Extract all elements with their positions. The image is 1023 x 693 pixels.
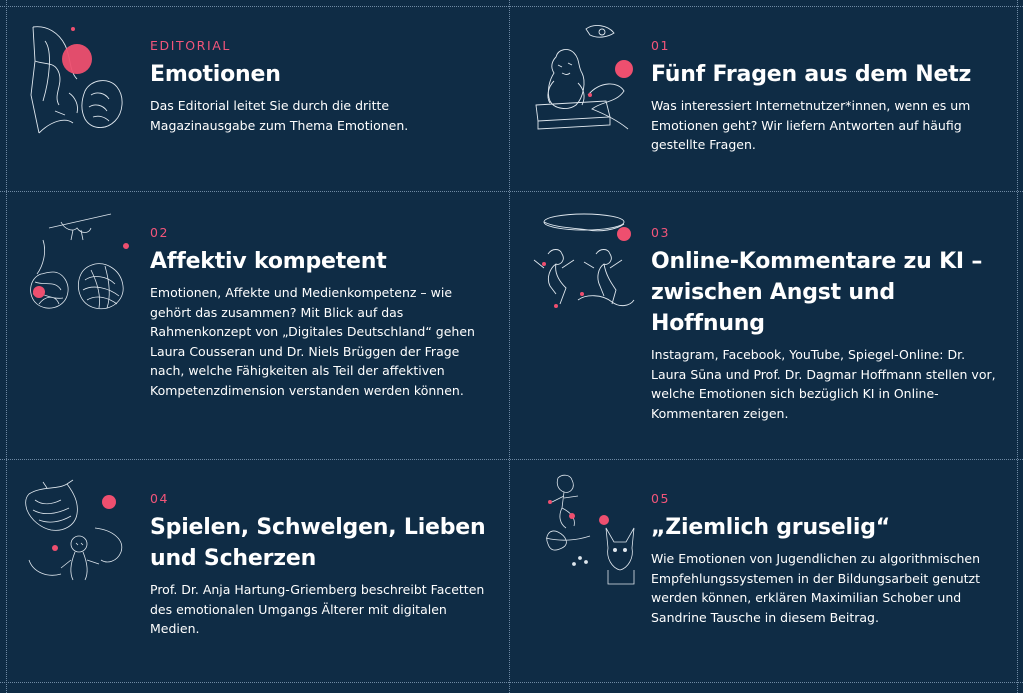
article-title[interactable]: „Ziemlich gruselig“ bbox=[651, 515, 891, 540]
tangled-spheres-icon bbox=[21, 204, 136, 314]
dancing-figures-icon bbox=[526, 208, 641, 318]
article-label: 04 bbox=[150, 491, 170, 506]
article-card-05[interactable] bbox=[510, 460, 1017, 682]
article-title[interactable]: Online-Kommentare zu KI – zwischen Angst und Hoffnung bbox=[651, 249, 983, 336]
article-description: Das Editorial leitet Sie durch die dritte Magazinausgabe zum Thema Emotionen. bbox=[150, 98, 409, 133]
fox-and-jester-icon bbox=[542, 472, 642, 592]
article-description: Emotionen, Affekte und Medienkompetenz – wie gehört das zusammen? Mit Blick auf das Rahmenkonzept von „Digitales Deutschland“ gehen Laura Cousseran und Dr. Niels Brüggen der Frage nach, welche Fähigkeiten als Teil der affektiven Kompetenzdimension verstanden werden können. bbox=[150, 285, 475, 398]
article-description: Prof. Dr. Anja Hartung-Griemberg beschreibt Facetten des emotionalen Umgangs Älterer mit digitalen Medien. bbox=[150, 582, 485, 636]
article-card-editorial[interactable] bbox=[7, 7, 509, 191]
article-label: 03 bbox=[651, 225, 671, 240]
article-title[interactable]: Spielen, Schwelgen, Lieben und Scherzen bbox=[150, 515, 486, 571]
article-description: Wie Emotionen von Jugendlichen zu algorithmischen Empfehlungssystemen in der Bildungsarbeit genutzt werden können, erklären Maximilian Schober und Sandrine Tausche in diesem Beitrag. bbox=[651, 551, 981, 625]
article-label: 01 bbox=[651, 38, 671, 53]
article-label: 05 bbox=[651, 491, 671, 506]
article-card-03[interactable] bbox=[510, 192, 1017, 459]
grid-divider bbox=[0, 682, 1023, 683]
article-card-01[interactable] bbox=[510, 7, 1017, 191]
grid-divider bbox=[1017, 0, 1018, 693]
article-title[interactable]: Affektiv kompetent bbox=[150, 249, 387, 274]
article-label: EDITORIAL bbox=[150, 38, 231, 53]
article-label: 02 bbox=[150, 225, 170, 240]
article-description: Instagram, Facebook, YouTube, Spiegel-Online: Dr. Laura Sūna und Prof. Dr. Dagmar Hoffmann stellen vor, welche Emotionen sich bezüglich KI in Online-Kommentaren zeigen. bbox=[651, 347, 996, 421]
article-title[interactable]: Fünf Fragen aus dem Netz bbox=[651, 62, 972, 87]
article-card-02[interactable] bbox=[7, 192, 509, 459]
profile-drawing-icon bbox=[25, 21, 135, 141]
bat-and-figure-icon bbox=[21, 480, 136, 595]
article-title[interactable]: Emotionen bbox=[150, 62, 281, 87]
article-card-04[interactable] bbox=[7, 460, 509, 682]
article-description: Was interessiert Internetnutzer*innen, wenn es um Emotionen geht? Wir liefern Antworten auf häufig gestellte Fragen. bbox=[651, 98, 971, 152]
dog-on-box-icon bbox=[528, 21, 638, 141]
